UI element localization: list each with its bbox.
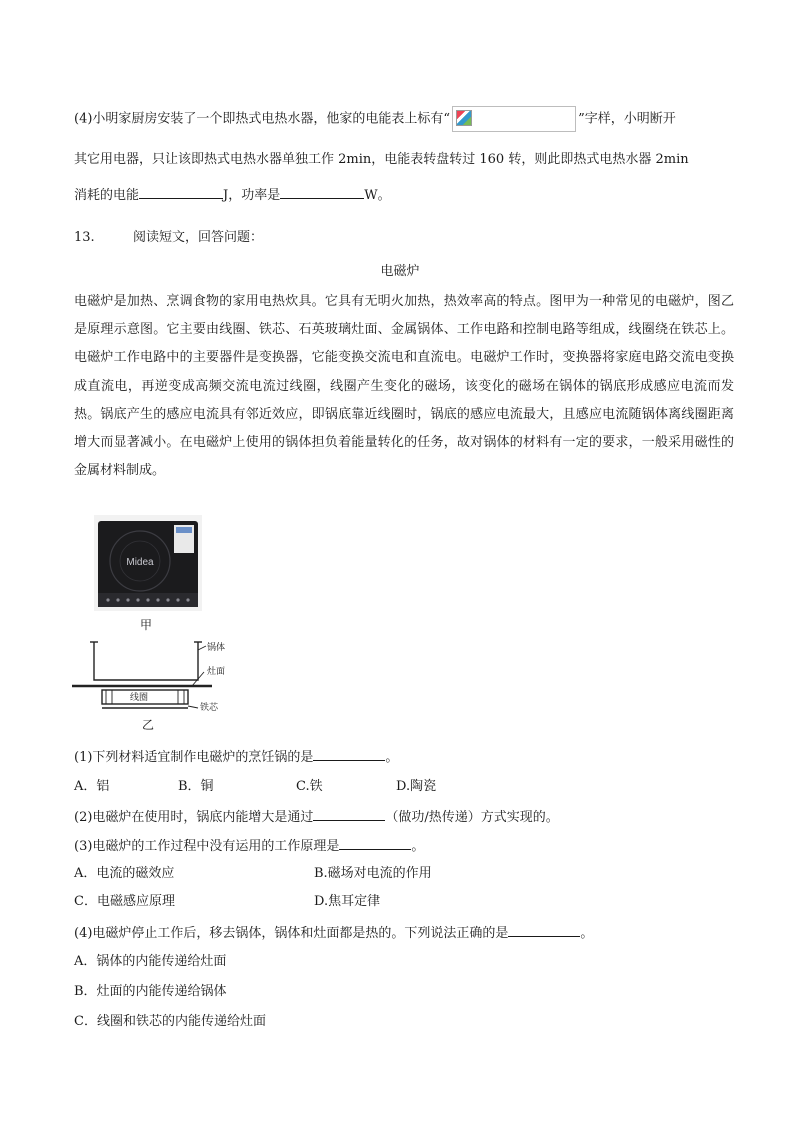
label-coil: 线圈	[130, 693, 149, 703]
q12-4-text-prefix: (4)小明家厨房安装了一个即热式电热水器，他家的电能表上标有“	[74, 111, 451, 127]
q12-4-line2: 其它用电器，只让该即热式电热水器单独工作 2min，电能表转盘转过 160 转，则此即热式电热水器 2min	[74, 152, 689, 167]
figure-caption-b: 乙	[142, 718, 155, 732]
sub1-option-b[interactable]: B．铜	[178, 779, 214, 794]
sub2-question-text: (2)电磁炉在使用时，锅底内能增大是通过	[74, 810, 314, 825]
sub4-answer-blank[interactable]	[508, 922, 580, 937]
q12-4-text-suffix: ”字样，小明断开	[578, 111, 676, 127]
power-answer-blank[interactable]	[280, 184, 364, 199]
question-number: 13.	[74, 230, 95, 245]
q12-4-power-label: J，功率是	[223, 188, 281, 203]
sub3-option-a[interactable]: A．电流的磁效应	[74, 866, 175, 881]
label-core: 铁芯	[200, 703, 219, 713]
sub2-question	[74, 806, 559, 828]
sub3-options-row2	[74, 892, 734, 912]
sub3-answer-blank[interactable]	[339, 835, 411, 850]
sub4-option-b[interactable]: B．灶面的内能传递给锅体	[74, 984, 227, 999]
figure-caption-a: 甲	[140, 618, 153, 632]
sub4-question-text: (4)电磁炉停止工作后，移去锅体，锅体和灶面都是热的。下列说法正确的是	[74, 926, 509, 941]
sub1-option-a[interactable]: A．铝	[74, 779, 110, 794]
sub1-answer-blank[interactable]	[313, 746, 385, 761]
sub4-question	[74, 922, 593, 944]
sub2-question-end: （做功/热传递）方式实现的。	[385, 810, 559, 825]
sub4-option-c[interactable]: C．线圈和铁芯的内能传递给灶面	[74, 1014, 266, 1029]
q12-4-line3	[74, 184, 391, 206]
sub1-option-c[interactable]: C.铁	[296, 779, 323, 794]
sub3-question-text: (3)电磁炉的工作过程中没有运用的工作原理是	[74, 839, 340, 854]
energy-answer-blank[interactable]	[139, 184, 223, 199]
cooker-brand-text: Midea	[126, 557, 154, 568]
sub3-option-b[interactable]: B.磁场对电流的作用	[314, 866, 432, 881]
broken-image-icon	[456, 110, 472, 126]
sub1-question-text: (1)下列材料适宜制作电磁炉的烹饪锅的是	[74, 750, 314, 765]
article-title: 电磁炉	[380, 264, 420, 279]
sub1-question-end: 。	[385, 750, 399, 765]
sub4-question-end: 。	[580, 926, 594, 941]
label-pot: 锅体	[207, 643, 226, 653]
q12-4-line1	[74, 106, 676, 132]
sub1-options	[74, 777, 734, 797]
article-paragraph: 电磁炉是加热、烹调食物的家用电热炊具。它具有无明火加热，热效率高的特点。图甲为一种常见的电磁炉，图乙是原理示意图。它主要由线圈、铁芯、石英玻璃灶面、金属锅体、工作电路和控制电路等组成，线圈绕在铁芯上。电磁炉工作电路中的主要器件是变换器，它能变换交流电和直流电。电磁炉工作时，变换器将家庭电路交流电变换成直流电，再逆变成高频交流电流过线圈，线圈产生变化的磁场，该变化的磁场在锅体的锅底形成感应电流而发热。锅底产生的感应电流具有邻近效应，即锅底靠近线圈时，锅底的感应电流最大，且感应电流随锅体离线圈距离增大而显著减小。在电磁炉上使用的锅体担负着能量转化的任务，故对锅体的材料有一定的要求，一般采用磁性的金属材料制成。	[74, 294, 734, 479]
sub1-question	[74, 746, 398, 768]
sub3-question-end: 。	[411, 839, 425, 854]
meter-label-image-placeholder	[452, 106, 576, 132]
sub2-answer-blank[interactable]	[313, 806, 385, 821]
q12-4-unit: W。	[364, 188, 391, 203]
sub3-option-d[interactable]: D.焦耳定律	[314, 894, 381, 909]
sub4-option-a[interactable]: A．锅体的内能传递给灶面	[74, 954, 227, 969]
question-prompt: 阅读短文，回答问题：	[132, 230, 263, 245]
sub3-options-row1	[74, 864, 734, 884]
label-surface: 灶面	[207, 667, 226, 677]
sub3-question	[74, 835, 424, 857]
sub1-option-d[interactable]: D.陶瓷	[396, 779, 437, 794]
sub3-option-c[interactable]: C．电磁感应原理	[74, 894, 175, 909]
q13-header	[74, 228, 263, 248]
induction-cooker-photo	[94, 515, 202, 611]
q12-4-energy-label: 消耗的电能	[74, 188, 140, 203]
